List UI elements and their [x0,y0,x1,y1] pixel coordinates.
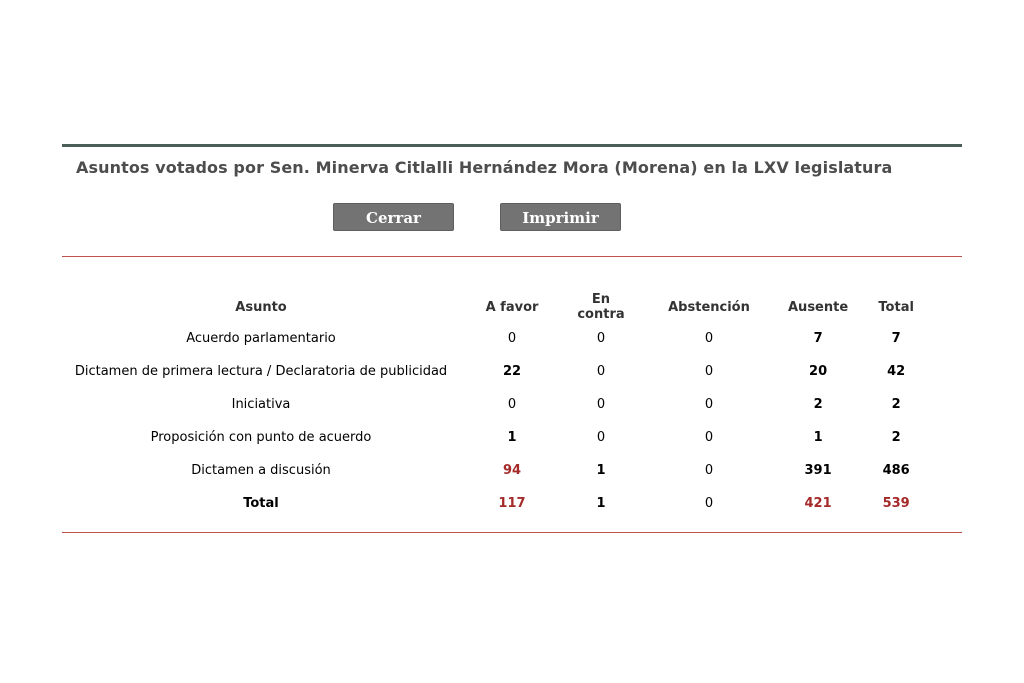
cell-abstencion: 0 [704,463,714,478]
cell-a-favor: 1 [507,430,517,445]
cell-ausente: 391 [804,463,832,478]
cell-abstencion: 0 [704,496,714,511]
cell-asunto: Dictamen de primera lectura / Declaratoria de publicidad [74,364,448,379]
cell-asunto: Total [243,496,279,511]
cell-asunto: Iniciativa [231,397,291,412]
cell-abstencion: 0 [704,364,714,379]
table-row [70,421,944,454]
table-row [70,355,944,388]
header-en-contra: En contra [577,292,625,322]
cell-en-contra: 1 [596,463,606,478]
cell-en-contra: 0 [596,397,606,412]
votes-panel [62,144,962,511]
cell-ausente: 421 [804,496,832,511]
divider-lower [62,532,962,533]
cell-a-favor: 117 [498,496,526,511]
close-button[interactable]: Cerrar [333,203,454,231]
cell-ausente: 2 [813,397,823,412]
top-divider [62,144,962,147]
cell-total: 2 [891,430,901,445]
header-total: Total [878,299,914,315]
table-total-row [70,487,944,520]
cell-abstencion: 0 [704,397,714,412]
header-asunto: Asunto [235,299,287,315]
cell-total: 7 [891,331,901,346]
cell-abstencion: 0 [704,430,714,445]
cell-asunto: Acuerdo parlamentario [186,331,336,346]
cell-total: 42 [887,364,906,379]
cell-a-favor: 22 [502,364,522,379]
print-button[interactable]: Imprimir [500,203,621,231]
cell-abstencion: 0 [704,331,714,346]
cell-a-favor: 0 [507,397,517,412]
cell-asunto: Dictamen a discusión [191,463,331,478]
cell-en-contra: 0 [596,364,606,379]
cell-ausente: 7 [813,331,823,346]
cell-asunto: Proposición con punto de acuerdo [150,430,372,445]
cell-total: 539 [882,496,910,511]
votes-table [70,292,944,520]
cell-en-contra: 0 [596,430,606,445]
cell-ausente: 20 [809,364,828,379]
cell-en-contra: 0 [596,331,606,346]
cell-total: 2 [891,397,901,412]
table-row [70,454,944,487]
cell-total: 486 [882,463,910,478]
page-title: Asuntos votados por Sen. Minerva Citlalli Hernández Mora (Morena) en la LXV legislatura [76,158,893,177]
divider-upper [62,256,962,257]
cell-a-favor: 94 [502,463,522,478]
table-row [70,322,944,355]
cell-en-contra: 1 [596,496,606,511]
table-header-row [70,292,944,322]
table-row [70,388,944,421]
header-ausente: Ausente [788,299,849,315]
header-abstencion: Abstención [668,299,750,315]
cell-ausente: 1 [813,430,823,445]
cell-a-favor: 0 [507,331,517,346]
header-a-favor: A favor [485,299,539,315]
